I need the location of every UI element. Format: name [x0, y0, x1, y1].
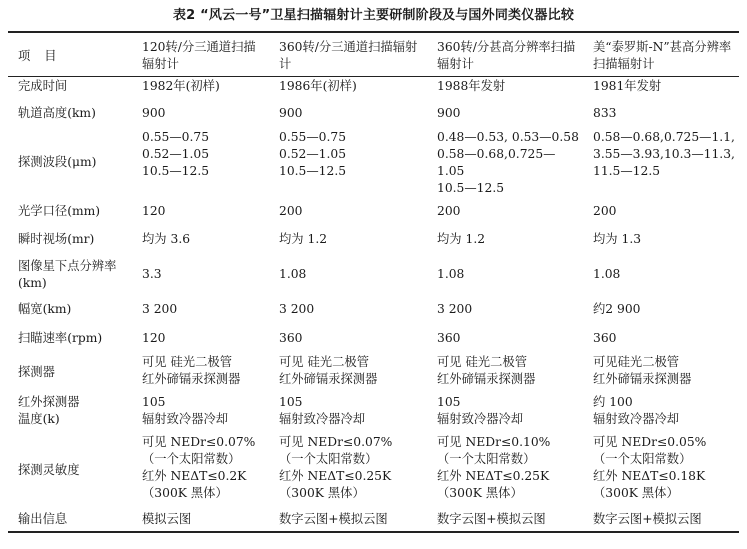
table-cell: 可见 硅光二极管 红外碲镉汞探测器	[279, 354, 378, 386]
row-label: 扫瞄速率(rpm)	[18, 330, 103, 345]
table-cell: 200	[437, 204, 461, 218]
row-label: 完成时间	[18, 79, 68, 93]
row-label: 探测灵敏度	[18, 462, 80, 477]
header-120rpm-three-channel: 120转/分三通道扫描辐射计	[142, 40, 256, 71]
table-cell: 可见 NEDr≤0.05% （一个太阳常数） 红外 NEΔT≤0.18K （300K 黑体）	[593, 434, 707, 500]
table-cell: 1981年发射	[593, 79, 662, 93]
table-cell: 900	[279, 106, 303, 120]
table-cell: 200	[279, 204, 303, 218]
table-caption: 表2 “风云一号”卫星扫描辐射计主要研制阶段及与国外同类仪器比较	[172, 8, 575, 23]
table-cell: 约 100 辐射致冷器冷却	[593, 394, 680, 426]
header-item: 项目	[18, 48, 71, 63]
table-cell: 约2 900	[593, 302, 641, 316]
header-360rpm-three-channel: 360转/分三通道扫描辐射计	[279, 40, 418, 71]
table-cell: 105 辐射致冷器冷却	[279, 394, 366, 426]
table-cell: 0.48—0.53, 0.53—0.58 0.58—0.68,0.725—1.05 10.5—12.5	[437, 129, 579, 195]
table-cell: 1.08	[437, 267, 465, 281]
table-cell: 120	[142, 204, 166, 218]
table-cell: 数字云图+模拟云图	[437, 511, 546, 526]
table-cell: 120	[142, 330, 166, 345]
table-row	[8, 128, 739, 199]
table-cell: 均为 1.2	[279, 232, 328, 246]
table-row	[8, 353, 739, 393]
row-label: 图像星下点分辨率(km)	[18, 258, 117, 290]
header-360rpm-high-resolution: 360转/分甚高分辨率扫描辐射计	[437, 40, 576, 71]
table-cell: 105 辐射致冷器冷却	[437, 394, 524, 426]
table-row	[8, 226, 739, 255]
table-cell: 均为 1.3	[593, 232, 642, 246]
table-cell: 1.08	[279, 267, 307, 281]
table-cell: 均为 1.2	[437, 232, 486, 246]
table-cell: 可见 硅光二极管 红外碲镉汞探测器	[437, 354, 536, 386]
table-cell: 模拟云图	[142, 511, 192, 526]
table-cell: 1986年(初样)	[279, 79, 357, 93]
table-cell: 1988年发射	[437, 79, 506, 93]
row-label: 探测器	[18, 364, 55, 379]
table-cell: 数字云图+模拟云图	[593, 511, 702, 526]
table-row	[8, 101, 739, 128]
table-cell: 900	[437, 106, 461, 120]
table-row	[8, 77, 739, 101]
table-cell: 0.55—0.75 0.52—1.05 10.5—12.5	[142, 129, 210, 178]
row-label: 幅宽(km)	[18, 302, 72, 316]
row-label: 光学口径(mm)	[18, 204, 101, 218]
table-cell: 可见 NEDr≤0.07% （一个太阳常数） 红外 NEΔT≤0.2K （300K 黑体）	[142, 434, 256, 500]
table-row	[8, 393, 739, 433]
table-row	[8, 199, 739, 226]
table-cell: 200	[593, 204, 617, 218]
table-cell: 105 辐射致冷器冷却	[142, 394, 229, 426]
table-row	[8, 255, 739, 296]
table-row	[8, 296, 739, 325]
table-row	[8, 509, 739, 532]
table-row	[8, 433, 739, 509]
table-cell: 900	[142, 106, 166, 120]
row-label: 轨道高度(km)	[18, 106, 96, 120]
table-row	[8, 325, 739, 353]
table-cell: 3.3	[142, 267, 162, 281]
table-cell: 833	[593, 106, 617, 120]
table-cell: 可见 硅光二极管 红外碲镉汞探测器	[142, 354, 241, 386]
table-cell: 可见硅光二极管 红外碲镉汞探测器	[593, 354, 692, 386]
table-cell: 可见 NEDr≤0.07% （一个太阳常数） 红外 NEΔT≤0.25K （300K 黑体）	[279, 434, 393, 500]
table-cell: 1.08	[593, 267, 621, 281]
table-cell: 可见 NEDr≤0.10% （一个太阳常数） 红外 NEΔT≤0.25K （300K 黑体）	[437, 434, 551, 500]
row-label: 输出信息	[18, 511, 68, 526]
table-cell: 360	[593, 330, 617, 345]
row-label: 红外探测器 温度(k)	[18, 394, 80, 426]
table-cell: 数字云图+模拟云图	[279, 511, 388, 526]
table-cell: 0.55—0.75 0.52—1.05 10.5—12.5	[279, 129, 347, 178]
row-label: 瞬时视场(mr)	[18, 232, 95, 246]
table-cell: 360	[437, 330, 461, 345]
row-label: 探测波段(μm)	[18, 155, 97, 169]
table-cell: 0.58—0.68,0.725—1.1, 3.55—3.93,10.3—11.3, 11.5—12.5	[593, 129, 735, 178]
header-tiros-n-avhrr: 美“泰罗斯-N”甚高分辨率扫描辐射计	[593, 40, 732, 71]
table-cell: 360	[279, 330, 303, 345]
table-cell: 3 200	[142, 302, 178, 316]
table-cell: 均为 3.6	[142, 232, 191, 246]
table-cell: 3 200	[279, 302, 315, 316]
table-cell: 3 200	[437, 302, 473, 316]
comparison-table	[8, 31, 739, 533]
table-header-row	[8, 32, 739, 77]
table-cell: 1982年(初样)	[142, 79, 220, 93]
